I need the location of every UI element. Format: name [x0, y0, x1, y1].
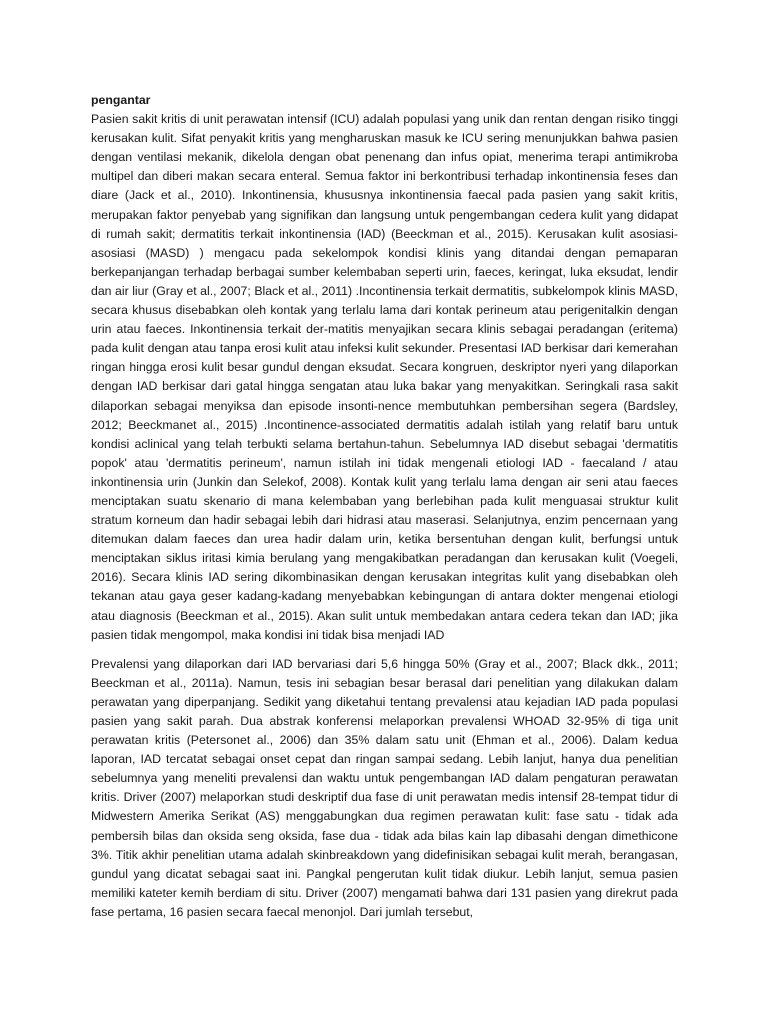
document-page — [91, 91, 678, 922]
paragraph-2: Prevalensi yang dilaporkan dari IAD bervariasi dari 5,6 hingga 50% (Gray et al., 2007; Black dkk., 2011; Beeckman et al., 2011a). Namun, tesis ini sebagian besar berasal dari penelitian yang dilakukan dalam perawatan yang diperpanjang. Sedikit yang diketahui tentang prevalensi atau kejadian IAD pada populasi pasien yang sakit parah. Dua abstrak konferensi melaporkan prevalensi WHOAD 32-95% di tiga unit perawatan kritis (Petersonet al., 2006) dan 35% dalam satu unit (Ehman et al., 2006). Dalam kedua laporan, IAD tercatat sebagai onset cepat dan ringan sampai sedang. Lebih lanjut, hanya dua penelitian sebelumnya yang meneliti prevalensi dan waktu untuk pengembangan IAD dalam pengaturan perawatan kritis. Driver (2007) melaporkan studi deskriptif dua fase di unit perawatan medis intensif 28-tempat tidur di Midwestern Amerika Serikat (AS) menggabungkan dua regimen perawatan kulit: fase satu - tidak ada pembersih bilas dan oksida seng oksida, fase dua - tidak ada bilas kain lap dibasahi dengan dimethicone 3%. Titik akhir penelitian utama adalah skinbreakdown yang didefinisikan sebagai kulit merah, berangasan, gundul yang dicatat sebagai saat ini. Pangkal pengerutan kulit tidak diukur. Lebih lanjut, semua pasien memiliki kateter kemih berdiam di situ. Driver (2007) mengamati bahwa dari 131 pasien yang direkrut pada fase pertama, 16 pasien secara faecal menonjol. Dari jumlah tersebut, — [91, 656, 678, 919]
paragraph-1: Pasien sakit kritis di unit perawatan intensif (ICU) adalah populasi yang unik dan rentan dengan risiko tinggi kerusakan kulit. Sifat penyakit kritis yang mengharuskan masuk ke ICU sering menunjukkan bahwa pasien dengan ventilasi mekanik, dikelola dengan obat penenang dan infus opiat, menerima terapi antimikroba multipel dan diberi makan secara enteral. Semua faktor ini berkontribusi terhadap inkontinensia feses dan diare (Jack et al., 2010). Inkontinensia, khususnya inkontinensia faecal pada pasien yang sakit kritis, merupakan faktor penyebab yang signifikan dan langsung untuk pengembangan cedera kulit yang didapat di rumah sakit; dermatitis terkait inkontinensia (IAD) (Beeckman et al., 2015). Kerusakan kulit asosiasi-asosiasi (MASD) ) mengacu pada sekelompok kondisi klinis yang ditandai dengan pemaparan berkepanjangan terhadap berbagai sumber kelembaban seperti urin, faeces, keringat, luka eksudat, lendir dan air liur (Gray et al., 2007; Black et al., 2011) .Incontinensia terkait dermatitis, subkelompok klinis MASD, secara khusus disebabkan oleh kontak yang terlalu lama dari kontak perineum atau perigenitalkin dengan urin atau faeces. Inkontinensia terkait der-matitis menyajikan secara klinis sebagai peradangan (eritema) pada kulit dengan atau tanpa erosi kulit atau infeksi kulit sekunder. Presentasi IAD berkisar dari kemerahan ringan hingga erosi kulit besar gundul dengan eksudat. Secara kongruen, deskriptor nyeri yang dilaporkan dengan IAD berkisar dari gatal hingga sengatan atau luka bakar yang menyakitkan. Seringkali rasa sakit dilaporkan sebagai menyiksa dan episode insonti-nence membutuhkan pembersihan segera (Bardsley, 2012; Beeckmanet al., 2015) .Incontinence-associated dermatitis adalah istilah yang relatif baru untuk kondisi aclinical yang telah terbukti selama bertahun-tahun. Sebelumnya IAD disebut sebagai 'dermatitis popok' atau 'dermatitis perineum', namun istilah ini tidak mengenali etiologi IAD - faecaland / atau inkontinensia urin (Junkin dan Selekof, 2008). Kontak kulit yang terlalu lama dengan air seni atau faeces menciptakan suatu skenario di mana kelembaban yang berlebihan pada kulit menguasai struktur kulit stratum korneum dan hadir sebagai lebih dari hidrasi atau maserasi. Selanjutnya, enzim pencernaan yang ditemukan dalam faeces dan urea hadir dalam urin, ketika bersentuhan dengan kulit, berfungsi untuk menciptakan siklus iritasi kimia berulang yang mengakibatkan peradangan dan kerusakan kulit (Voegeli, 2016). Secara klinis IAD sering dikombinasikan dengan kerusakan integritas kulit yang disebabkan oleh tekanan atau gaya geser kadang-kadang menyebabkan kebingungan di antara dokter mengenai etiologi atau diagnosis (Beeckman et al., 2015). Akan sulit untuk membedakan antara cedera tekan dan IAD; jika pasien tidak mengompol, maka kondisi ini tidak bisa menjadi IAD — [91, 112, 678, 642]
section-heading: pengantar — [91, 93, 151, 107]
